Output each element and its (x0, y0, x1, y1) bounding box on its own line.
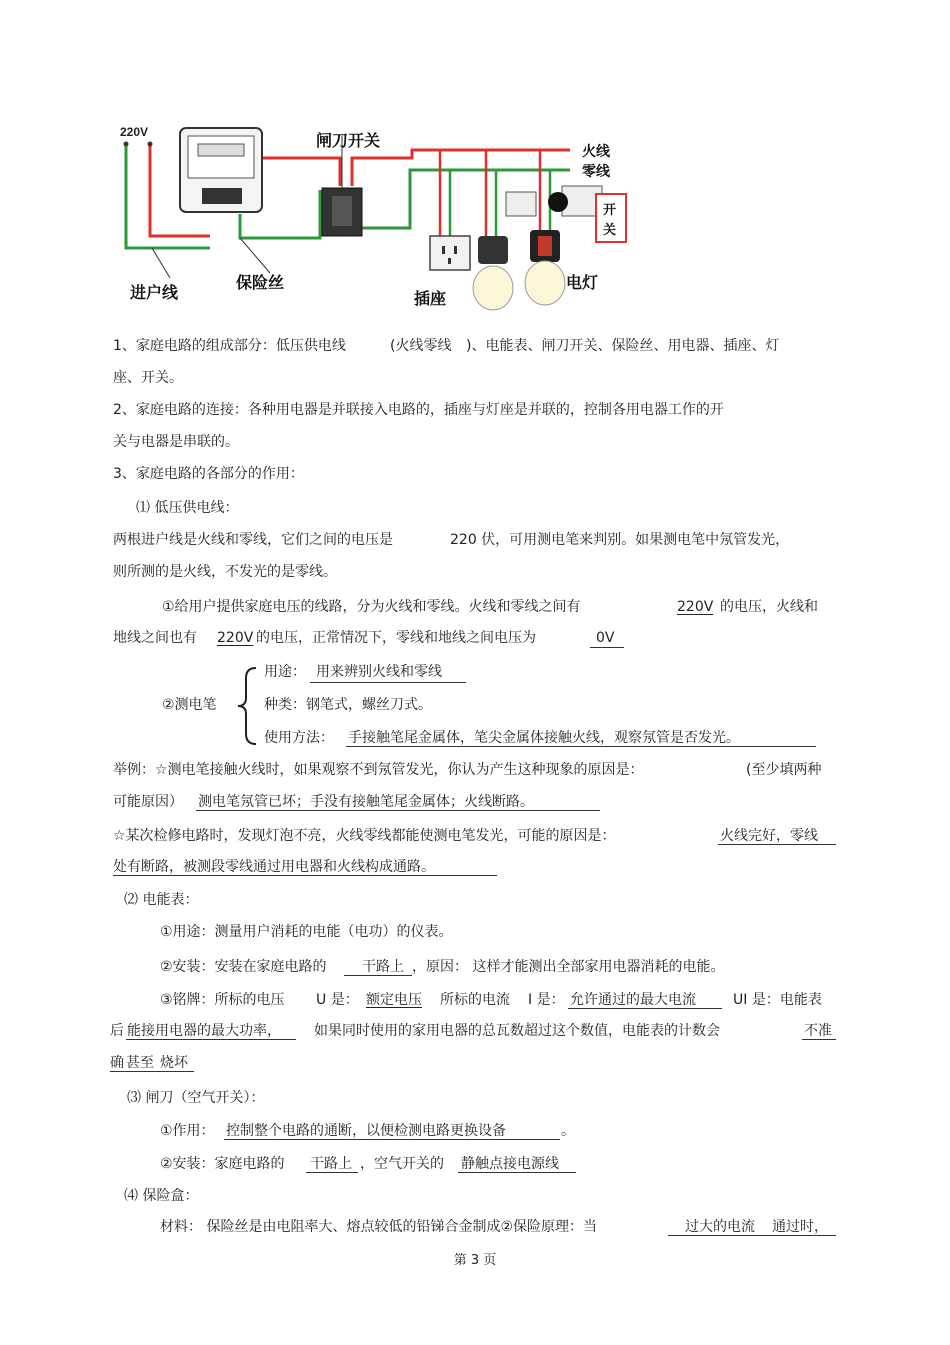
meter-plate-g: UI 是：电能表 (733, 992, 822, 1008)
knife-use-answer: 控制整个电路的通断，以便检测电路更换设备 (226, 1123, 506, 1139)
switch-box-icon (506, 192, 536, 216)
s1-text-a: 两根进户线是火线和零线，它们之间的电压是 (113, 532, 393, 548)
label-live-wire: 火线 (582, 144, 610, 160)
meter-install-answer: 干路上 (362, 959, 404, 975)
label-lamp: 电灯 (566, 273, 599, 292)
meter-plate-answer-power: 能接用电器的最大功率， (127, 1023, 281, 1039)
p1-text-c: )、电能表、闸刀开关、保险丝、用电器、插座、灯 (466, 338, 780, 354)
meter-plate-answer-n: 烧坏 (160, 1055, 188, 1071)
section3-heading: ⑶ 闸刀（空气开关）： (127, 1090, 265, 1106)
example2-text-a: ☆某次检修电路时，发现灯泡不亮，火线零线都能使测电笔发光，可能的原因是： (113, 828, 616, 844)
c1-text-c: 的电压，火线和 (720, 599, 818, 615)
c1-answer-220v-2: 220V (217, 630, 254, 646)
meter-plate-m: 甚至 (126, 1055, 154, 1071)
knife-use-end: 。 (561, 1123, 575, 1139)
meter-plate-answer-voltage: 额定电压 (366, 992, 422, 1008)
p2-text-b: 关与电器是串联的。 (113, 434, 239, 450)
p1-text-b: (火线零线 (390, 338, 452, 354)
p1-text-d: 座、开关。 (113, 370, 183, 386)
method-value: 手接触笔尾金属体，笔尖金属体接触火线，观察氖管是否发光。 (348, 730, 740, 746)
bulb-icon (473, 266, 513, 310)
household-circuit-diagram (110, 118, 650, 318)
example1-text-a: 举例：☆测电笔接触火线时，如果观察不到氖管发光，你认为产生这种现象的原因是： (113, 762, 644, 778)
section4-heading: ⑷ 保险盒： (124, 1188, 199, 1204)
c1-answer-220v: 220V (677, 599, 714, 615)
brace-icon (236, 666, 258, 746)
example1-answer: 测电笔氖管已坏；手没有接触笔尾金属体；火线断路。 (198, 794, 534, 810)
lamp-holder-icon (478, 236, 508, 264)
knife-install-c: ，空气开关的 (360, 1156, 444, 1172)
p3-heading: 3、家庭电路的各部分的作用： (113, 466, 304, 482)
live-wire-main (258, 158, 340, 186)
socket-icon (430, 236, 470, 270)
test-pen-label: ②测电笔 (162, 697, 217, 713)
meter-plate-answer-current: 允许通过的最大电流 (570, 992, 696, 1008)
section1-heading: ⑴ 低压供电线： (136, 500, 239, 516)
use-value: 用来辨别火线和零线 (316, 664, 442, 680)
fuse-answer-c: 通过时， (772, 1219, 828, 1235)
example2-answer-b: 处有断路，被测段零线通过用电器和火线构成通路。 (113, 859, 435, 875)
meter-install-a: ②安装：安装在家庭电路的 (160, 959, 327, 975)
meter-plate-b: U 是： (316, 992, 359, 1008)
p2-text-a: 2、家庭电路的连接：各种用电器是并联接入电路的，插座与灯座是并联的，控制各用电器工作的开 (113, 402, 724, 418)
p1-text-a: 1、家庭电路的组成部分：低压供电线 (113, 338, 346, 354)
knife-install-answer-b: 干路上 (310, 1156, 352, 1172)
c1-text-a: ①给用户提供家庭电压的线路，分为火线和零线。火线和零线之间有 (162, 599, 581, 615)
s1-text-b: 220 伏，可用测电笔来判别。如果测电笔中氖管发光， (450, 532, 790, 548)
knife-install-a: ②安装：家庭电路的 (160, 1156, 285, 1172)
s1-text-c: 则所测的是火线，不发光的是零线。 (113, 564, 337, 580)
meter-plate-j: 如果同时使用的家用电器的总瓦数超过这个数值，电能表的计数会 (314, 1023, 720, 1039)
method-label: 使用方法： (264, 730, 334, 746)
label-knife-switch: 闸刀开关 (316, 131, 381, 150)
example2-answer-a: 火线完好，零线 (720, 828, 818, 844)
meter-install-c: ，原因： 这样才能测出全部家用电器消耗的电能。 (412, 959, 725, 975)
fuse-text-a: 材料： 保险丝是由电阻率大、熔点较低的铅锑合金制成②保险原理：当 (160, 1219, 597, 1235)
meter-plate-answer-l: 确 (110, 1055, 124, 1071)
fuse-answer-b: 过大的电流 (685, 1219, 755, 1235)
meter-use: ①用途：测量用户消耗的电能（电功）的仪表。 (160, 924, 453, 940)
meter-plate-e: I 是： (528, 992, 565, 1008)
page-number: 第 3 页 (453, 1253, 497, 1268)
label-entry-line: 进户线 (130, 283, 179, 302)
meter-plate-h: 后 (110, 1023, 124, 1039)
live-wire-bus (352, 150, 570, 186)
c1-text-d: 地线之间也有 (113, 630, 197, 646)
knife-use-label: ①作用： (160, 1123, 215, 1139)
label-neutral-wire: 零线 (582, 164, 610, 180)
c1-text-f: 的电压，正常情况下，零线和地线之间电压为 (256, 630, 536, 646)
label-toggle: 开关 (603, 203, 617, 238)
c1-answer-0v: 0V (596, 630, 615, 646)
use-label: 用途： (264, 664, 306, 680)
meter-plate-a: ③铭牌：所标的电压 (160, 992, 285, 1008)
label-fuse: 保险丝 (236, 273, 285, 292)
example1-text-b: (至少填两种 (746, 762, 822, 778)
label-socket: 插座 (414, 289, 447, 308)
knife-install-answer-d: 静触点接电源线 (461, 1156, 559, 1172)
meter-plate-d: 所标的电流 (440, 992, 510, 1008)
label-220v: 220V (120, 125, 149, 139)
example1-text-c: 可能原因） (113, 794, 183, 810)
section2-heading: ⑵ 电能表： (124, 892, 199, 908)
kind-label: 种类：钢笔式，螺丝刀式。 (264, 697, 432, 713)
meter-plate-answer-k: 不准 (804, 1023, 832, 1039)
bulb-icon-2 (525, 261, 565, 305)
